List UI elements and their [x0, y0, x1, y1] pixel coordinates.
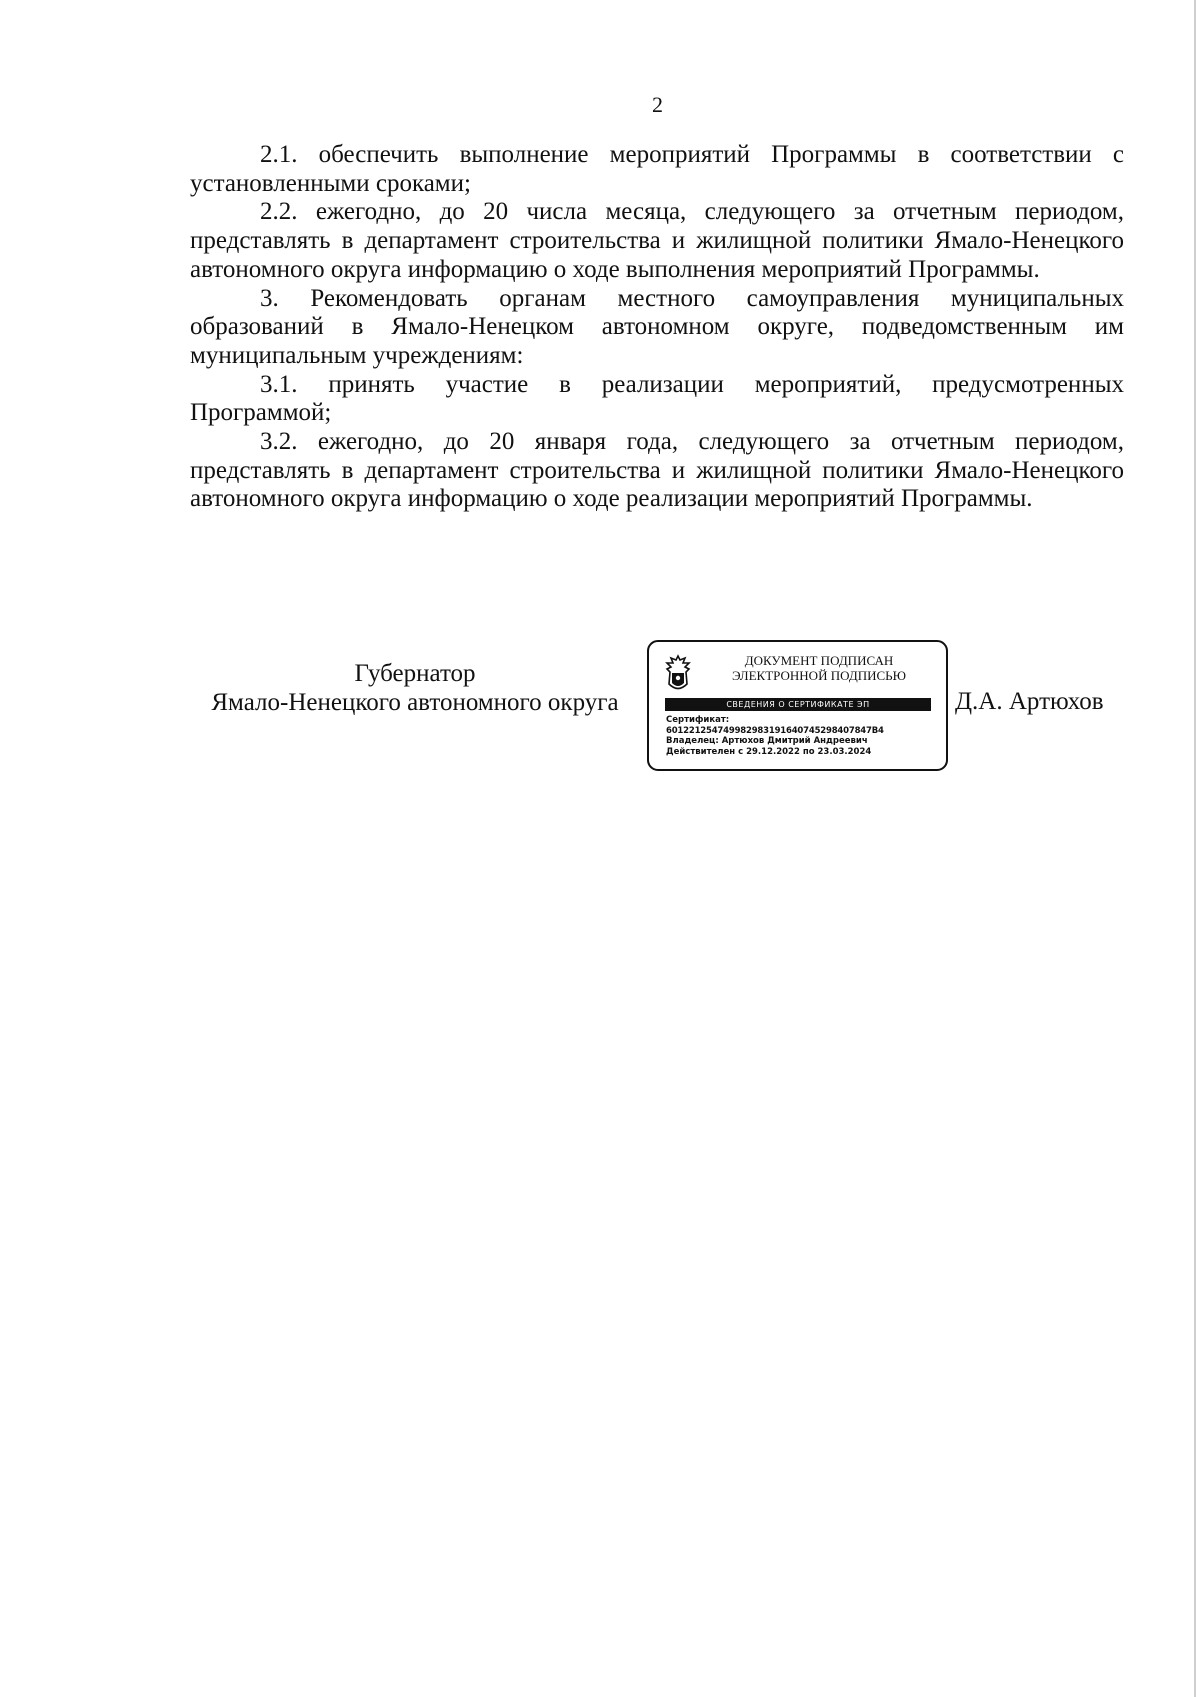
signatory-title-line2: Ямало-Ненецкого автономного округа — [211, 689, 619, 716]
signatory-title — [190, 659, 640, 717]
certificate-owner: Владелец: Артюхов Дмитрий Андреевич — [666, 736, 868, 746]
scan-edge-line — [1194, 0, 1196, 1697]
signatory-title-line1: Губернатор — [354, 660, 476, 687]
certificate-validity: Действителен с 29.12.2022 по 23.03.2024 — [666, 746, 872, 757]
paragraph-2-1: 2.1. обеспечить выполнение мероприятий Программы в соответствии с установленными сроками; — [190, 141, 1124, 197]
certificate-label: Сертификат: — [666, 715, 730, 725]
paragraph-3: 3. Рекомендовать органам местного самоуправления муниципальных образований в Ямало-Ненецком автономном округе, подведомственным им муниципальным учреждениям: — [190, 284, 1124, 369]
paragraph-2-2: 2.2. ежегодно, до 20 числа месяца, следующего за отчетным периодом, представлять в департамент строительства и жилищной политики Ямало-Ненецкого автономного округа информацию о ходе выполнения мероприятий Программы. — [190, 198, 1124, 283]
signature-block — [0, 637, 1200, 777]
coat-of-arms-icon — [663, 654, 693, 694]
electronic-signature-stamp — [647, 640, 948, 771]
page-number: 2 — [652, 92, 663, 117]
stamp-heading — [699, 653, 939, 683]
body-text — [190, 141, 1124, 514]
paragraph-3-1: 3.1. принять участие в реализации мероприятий, предусмотренных Программой; — [190, 370, 1124, 427]
stamp-heading-line1: ДОКУМЕНТ ПОДПИСАН — [744, 653, 894, 668]
signer-name: Д.А. Артюхов — [955, 688, 1104, 715]
stamp-details — [666, 715, 942, 757]
certificate-number: 601221254749982983191640745298407847В4 — [666, 725, 884, 736]
stamp-certificate-bar: СВЕДЕНИЯ О СЕРТИФИКАТЕ ЭП — [665, 698, 931, 711]
paragraph-3-2: 3.2. ежегодно, до 20 января года, следующего за отчетным периодом, представлять в департамент строительства и жилищной политики Ямало-Ненецкого автономного округа информацию о ходе реализации мероприятий Программы. — [190, 428, 1124, 513]
stamp-heading-line2: ЭЛЕКТРОННОЙ ПОДПИСЬЮ — [732, 668, 906, 683]
